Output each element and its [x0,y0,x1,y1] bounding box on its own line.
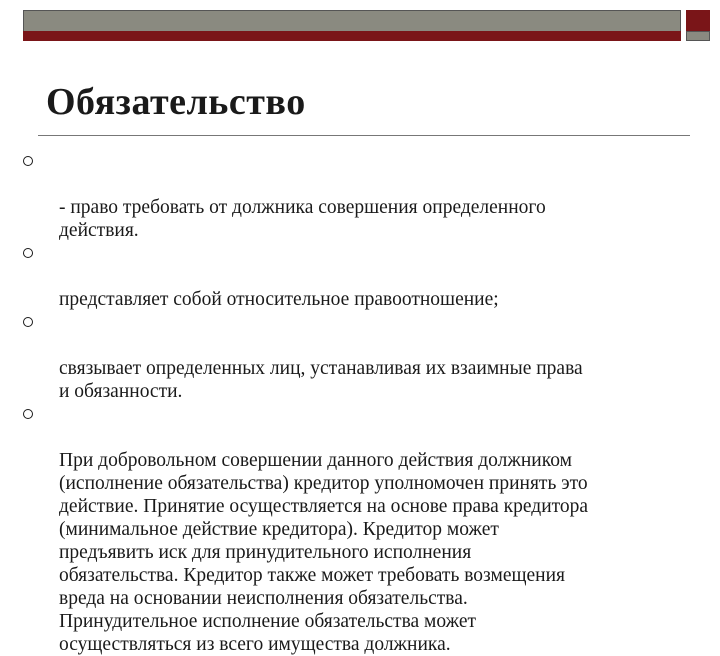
circle-bullet-icon [23,156,33,166]
header-bar-red [23,31,681,41]
slide-title: Обязательство [46,81,306,123]
list-item [20,150,720,242]
bullet-text: При добровольном совершении данного действия должником (исполнение обязательства) кредитор уполномочен принять это действие. Принятие осуществляется на основе права кредитора (минимальное действие кредитора). Кредитор может предъявить иск для принудительного исполнения обязательства. Кредитор также может требовать возмещения вреда на основании неисполнения обязательства. Принудительное исполнение обязательства может осуществляться из всего имущества должника. [59,450,589,655]
circle-bullet-icon [23,317,33,327]
circle-bullet-icon [23,248,33,258]
list-item [20,403,720,656]
corner-square-gray [686,31,710,41]
title-divider [38,135,690,136]
circle-bullet-icon [23,409,33,419]
bullet-text: представляет собой относительное правоотношение; [59,289,499,310]
bullet-text: - право требовать от должника совершения определенного действия. [59,197,546,241]
bullet-list [20,150,720,656]
list-item [20,242,720,311]
bullet-text: связывает определенных лиц, устанавливая их взаимные права и обязанности. [59,358,583,402]
list-item [20,311,720,403]
